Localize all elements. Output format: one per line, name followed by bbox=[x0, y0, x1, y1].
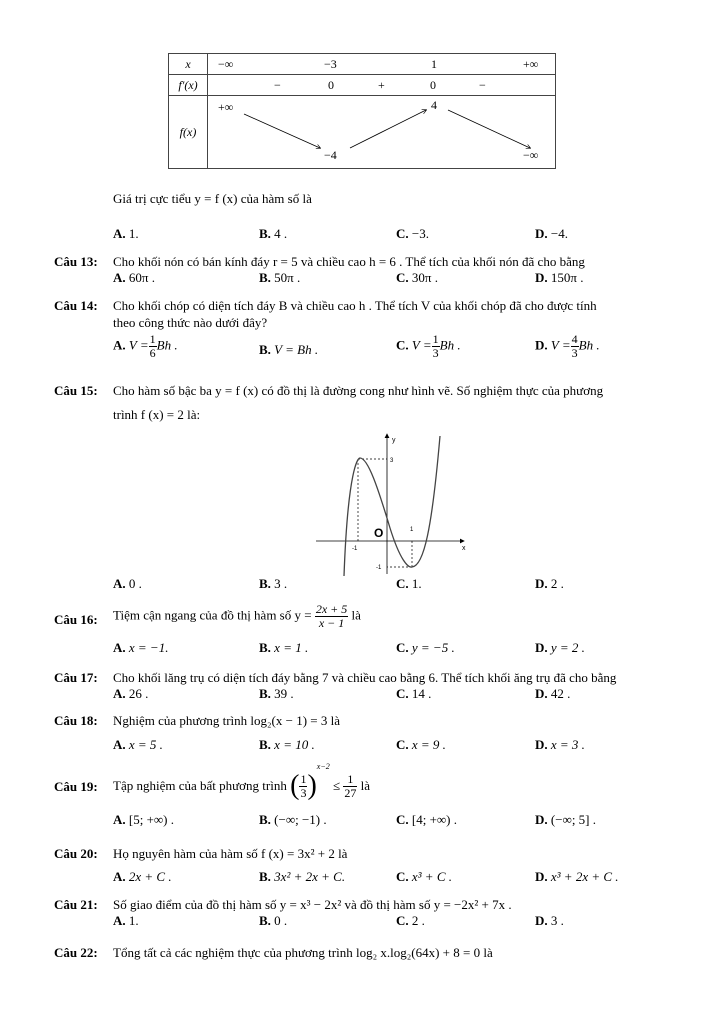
q20-option-a[interactable]: A. 2x + C . bbox=[113, 869, 172, 884]
x-val-neg-inf: −∞ bbox=[218, 57, 234, 71]
q21-label: Câu 21: bbox=[54, 897, 98, 912]
fp-sign-3: − bbox=[479, 78, 486, 92]
table-x-label: x bbox=[169, 54, 208, 75]
q15-label: Câu 15: bbox=[54, 383, 98, 398]
q19-option-b[interactable]: B. (−∞; −1) . bbox=[259, 812, 327, 827]
q20-option-c[interactable]: C. x³ + C . bbox=[396, 869, 453, 884]
q12-option-c[interactable]: C. −3. bbox=[396, 226, 429, 241]
origin-label: O bbox=[374, 526, 384, 540]
q20-label: Câu 20: bbox=[54, 846, 98, 861]
q18-option-b[interactable]: B. x = 10 . bbox=[259, 737, 315, 752]
fp-sign-1: − bbox=[274, 78, 281, 92]
q17-text: Cho khối lăng trụ có diện tích đáy bằng 7 và chiều cao bằng 6. Thể tích khối ăng trụ đã cho bằng bbox=[113, 670, 617, 685]
y-axis-label: y bbox=[392, 437, 396, 444]
fraction: $\frac{1}{6}$ bbox=[149, 332, 156, 360]
fraction: $\frac{1}{27}$ bbox=[344, 771, 357, 800]
q21-option-a[interactable]: A. 1. bbox=[113, 913, 139, 928]
q16-option-c[interactable]: C. y = −5 . bbox=[396, 640, 455, 655]
q16-text: Tiệm cận ngang của đồ thị hàm số y = $\frac{2x + 5}{x - 1}$ là bbox=[113, 602, 361, 630]
table-x-values bbox=[208, 54, 556, 75]
fp-zero-2: 0 bbox=[430, 78, 436, 92]
q15-graph bbox=[312, 428, 472, 576]
q14-option-c[interactable]: C. V = $\frac{1}{3}$ Bh . bbox=[396, 332, 461, 360]
fraction: $\frac{1}{3}$ bbox=[300, 771, 307, 800]
f-val-4: 4 bbox=[431, 98, 437, 112]
q14-option-d[interactable]: D. V = $\frac{4}{3}$ Bh . bbox=[535, 332, 600, 360]
q18-option-d[interactable]: D. x = 3 . bbox=[535, 737, 585, 752]
table-fp-label: f′(x) bbox=[169, 75, 208, 96]
x-val-minus3: −3 bbox=[324, 57, 337, 71]
q13-option-d[interactable]: D. 150π . bbox=[535, 270, 584, 285]
table-f-variation bbox=[208, 96, 556, 169]
q22-text: Tổng tất cả các nghiệm thực của phương trình log₂ x.log₂(64x) + 8 = 0 là bbox=[113, 945, 493, 960]
table-fp-signs bbox=[208, 75, 556, 96]
fp-zero-1: 0 bbox=[328, 78, 334, 92]
fraction: $\frac{4}{3}$ bbox=[571, 332, 578, 360]
q14-option-b[interactable]: B. V = Bh . bbox=[259, 342, 319, 357]
q17-option-c[interactable]: C. 14 . bbox=[396, 686, 432, 701]
tick-x-pos: 1 bbox=[410, 527, 414, 533]
q14-text-line2: theo công thức nào dưới đây? bbox=[113, 315, 268, 330]
q12-text: Giá trị cực tiểu y = f (x) của hàm số là bbox=[113, 191, 312, 206]
fraction: $\frac{2x + 5}{x - 1}$ bbox=[315, 602, 348, 630]
q13-option-a[interactable]: A. 60π . bbox=[113, 270, 155, 285]
q12-option-a[interactable]: A. 1. bbox=[113, 226, 139, 241]
x-val-pos-inf: +∞ bbox=[523, 57, 539, 71]
x-axis-label: x bbox=[462, 545, 466, 552]
f-val-neg-inf: −∞ bbox=[523, 148, 539, 162]
q17-label: Câu 17: bbox=[54, 670, 98, 685]
q18-label: Câu 18: bbox=[54, 713, 98, 728]
q16-label: Câu 16: bbox=[54, 612, 98, 627]
q21-option-c[interactable]: C. 2 . bbox=[396, 913, 425, 928]
tick-x-neg: -1 bbox=[352, 546, 358, 552]
q20-text: Họ nguyên hàm của hàm số f (x) = 3x² + 2 là bbox=[113, 846, 348, 861]
table-f-label: f(x) bbox=[169, 96, 208, 169]
q16-option-d[interactable]: D. y = 2 . bbox=[535, 640, 585, 655]
q12-option-b[interactable]: B. 4 . bbox=[259, 226, 288, 241]
tick-y-bot: -1 bbox=[376, 565, 382, 571]
q18-option-c[interactable]: C. x = 9 . bbox=[396, 737, 446, 752]
q14-option-a[interactable]: A. V = $\frac{1}{6}$ Bh . bbox=[113, 332, 178, 360]
q21-option-d[interactable]: D. 3 . bbox=[535, 913, 564, 928]
q22-label: Câu 22: bbox=[54, 945, 98, 960]
q17-option-d[interactable]: D. 42 . bbox=[535, 686, 571, 701]
q15-option-b[interactable]: B. 3 . bbox=[259, 576, 288, 591]
tick-y-top: 3 bbox=[390, 458, 394, 464]
f-val-minus4: −4 bbox=[324, 148, 337, 162]
q16-option-b[interactable]: B. x = 1 . bbox=[259, 640, 309, 655]
q13-text: Cho khối nón có bán kính đáy r = 5 và chiều cao h = 6 . Thể tích của khối nón đã cho bằng bbox=[113, 254, 585, 269]
q17-option-b[interactable]: B. 39 . bbox=[259, 686, 294, 701]
q15-option-d[interactable]: D. 2 . bbox=[535, 576, 564, 591]
q19-option-a[interactable]: A. [5; +∞) . bbox=[113, 812, 175, 827]
x-val-1: 1 bbox=[431, 57, 437, 71]
variation-table bbox=[168, 53, 556, 169]
q19-text: Tập nghiệm của bất phương trình ( $\frac{1}{3}$ )$^{x-2}$ ≤ $\frac{1}{27}$ là bbox=[113, 762, 370, 802]
q15-option-a[interactable]: A. 0 . bbox=[113, 576, 142, 591]
cubic-curve bbox=[344, 436, 440, 576]
q19-option-c[interactable]: C. [4; +∞) . bbox=[396, 812, 458, 827]
paren-right: ) bbox=[307, 770, 317, 802]
q14-text-line1: Cho khối chóp có diện tích đáy B và chiều cao h . Thể tích V của khối chóp đã cho được tính bbox=[113, 298, 597, 313]
q14-label: Câu 14: bbox=[54, 298, 98, 313]
q15-text-line2: trình f (x) = 2 là: bbox=[113, 407, 201, 422]
q12-option-d[interactable]: D. −4. bbox=[535, 226, 568, 241]
q18-option-a[interactable]: A. x = 5 . bbox=[113, 737, 163, 752]
q21-option-b[interactable]: B. 0 . bbox=[259, 913, 288, 928]
fp-sign-2: + bbox=[378, 78, 385, 92]
q13-label: Câu 13: bbox=[54, 254, 98, 269]
paren-left: ( bbox=[290, 770, 300, 802]
variation-arrows bbox=[208, 96, 556, 168]
q13-option-c[interactable]: C. 30π . bbox=[396, 270, 438, 285]
q16-option-a[interactable]: A. x = −1. bbox=[113, 640, 169, 655]
q15-option-c[interactable]: C. 1. bbox=[396, 576, 422, 591]
q18-text: Nghiệm của phương trình log₂(x − 1) = 3 là bbox=[113, 713, 340, 728]
q21-text: Số giao điểm của đồ thị hàm số y = x³ − 2x² và đồ thị hàm số y = −2x² + 7x . bbox=[113, 897, 512, 912]
q20-option-b[interactable]: B. 3x² + 2x + C. bbox=[259, 869, 346, 884]
f-val-pos-inf: +∞ bbox=[218, 100, 234, 114]
fraction: $\frac{1}{3}$ bbox=[432, 332, 439, 360]
q13-option-b[interactable]: B. 50π . bbox=[259, 270, 301, 285]
q15-text-line1: Cho hàm số bậc ba y = f (x) có đồ thị là đường cong như hình vẽ. Số nghiệm thực của phương bbox=[113, 383, 604, 398]
q19-label: Câu 19: bbox=[54, 779, 98, 794]
q19-option-d[interactable]: D. (−∞; 5] . bbox=[535, 812, 597, 827]
q20-option-d[interactable]: D. x³ + 2x + C . bbox=[535, 869, 619, 884]
q17-option-a[interactable]: A. 26 . bbox=[113, 686, 149, 701]
